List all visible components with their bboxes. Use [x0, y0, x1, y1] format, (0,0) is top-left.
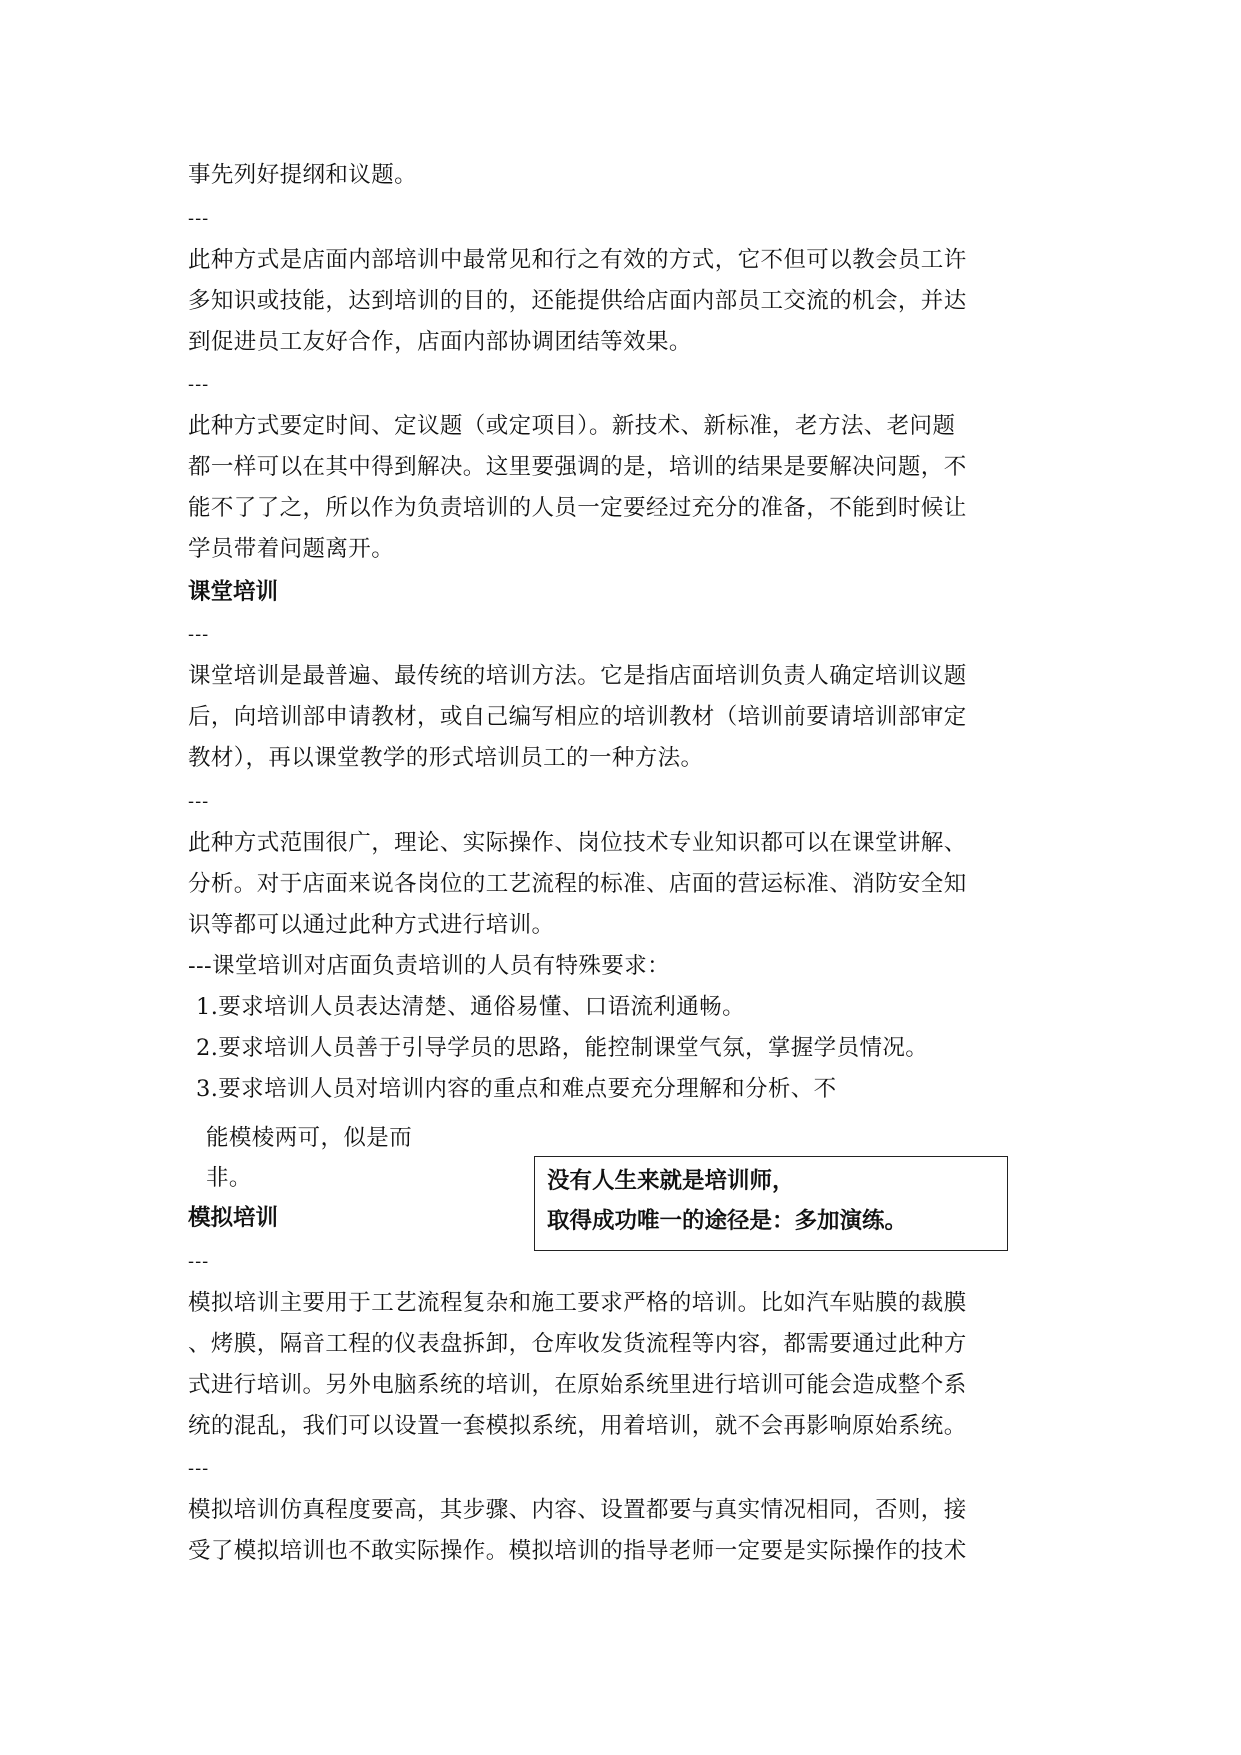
- paragraph-line: 识等都可以通过此种方式进行培训。: [188, 912, 555, 938]
- paragraph-line: 多知识或技能，达到培训的目的，还能提供给店面内部员工交流的机会，并达: [188, 288, 967, 314]
- paragraph-line: 模拟培训主要用于工艺流程复杂和施工要求严格的培训。比如汽车贴膜的裁膜: [188, 1290, 967, 1316]
- paragraph-line: 能不了了之，所以作为负责培训的人员一定要经过充分的准备，不能到时候让: [188, 495, 967, 521]
- paragraph-line: 教材），再以课堂教学的形式培训员工的一种方法。: [188, 745, 704, 771]
- paragraph-line: ---课堂培训对店面负责培训的人员有特殊要求：: [188, 953, 671, 979]
- separator: ---: [188, 374, 210, 395]
- paragraph-line: 此种方式是店面内部培训中最常见和行之有效的方式，它不但可以教会员工许: [188, 247, 967, 273]
- separator: ---: [188, 208, 210, 229]
- paragraph-line: 到促进员工友好合作，店面内部协调团结等效果。: [188, 329, 692, 355]
- paragraph-line: 受了模拟培训也不敢实际操作。模拟培训的指导老师一定要是实际操作的技术: [188, 1538, 967, 1564]
- paragraph-line: 学员带着问题离开。: [188, 536, 395, 562]
- paragraph-line: 都一样可以在其中得到解决。这里要强调的是，培训的结果是要解决问题，不: [188, 454, 967, 480]
- section-heading: 课堂培训: [188, 579, 279, 605]
- list-item: 1.要求培训人员表达清楚、通俗易懂、口语流利通畅。: [196, 994, 745, 1020]
- paragraph-line: 式进行培训。另外电脑系统的培训，在原始系统里进行培训可能会造成整个系: [188, 1372, 967, 1398]
- separator: ---: [188, 624, 210, 645]
- paragraph-line: 模拟培训仿真程度要高，其步骤、内容、设置都要与真实情况相同，否则，接: [188, 1497, 967, 1523]
- section-heading: 模拟培训: [188, 1205, 279, 1231]
- list-item: 3.要求培训人员对培训内容的重点和难点要充分理解和分析、不: [196, 1076, 837, 1102]
- paragraph-line: 事先列好提纲和议题。: [188, 162, 418, 188]
- quote-callout-box: [534, 1156, 1008, 1251]
- paragraph-line: 课堂培训是最普遍、最传统的培训方法。它是指店面培训负责人确定培训议题: [188, 663, 967, 689]
- paragraph-line: 统的混乱，我们可以设置一套模拟系统，用着培训，就不会再影响原始系统。: [188, 1413, 967, 1439]
- callout-line: 取得成功唯一的途径是：多加演练。: [547, 1208, 908, 1234]
- callout-line: 没有人生来就是培训师，: [547, 1168, 795, 1194]
- separator: ---: [188, 1251, 210, 1272]
- paragraph-line: 分析。对于店面来说各岗位的工艺流程的标准、店面的营运标准、消防安全知: [188, 871, 967, 897]
- paragraph-line: 后，向培训部申请教材，或自己编写相应的培训教材（培训前要请培训部审定: [188, 704, 967, 730]
- paragraph-line: 此种方式范围很广，理论、实际操作、岗位技术专业知识都可以在课堂讲解、: [188, 830, 967, 856]
- paragraph-line: 此种方式要定时间、定议题（或定项目）。新技术、新标准，老方法、老问题: [188, 413, 956, 439]
- list-item-continuation: 非。: [206, 1165, 252, 1191]
- separator: ---: [188, 1458, 210, 1479]
- list-item-continuation: 能模棱两可，似是而: [206, 1125, 413, 1151]
- paragraph-line: 、烤膜，隔音工程的仪表盘拆卸，仓库收发货流程等内容，都需要通过此种方: [188, 1331, 967, 1357]
- separator: ---: [188, 791, 210, 812]
- list-item: 2.要求培训人员善于引导学员的思路，能控制课堂气氛，掌握学员情况。: [196, 1035, 929, 1061]
